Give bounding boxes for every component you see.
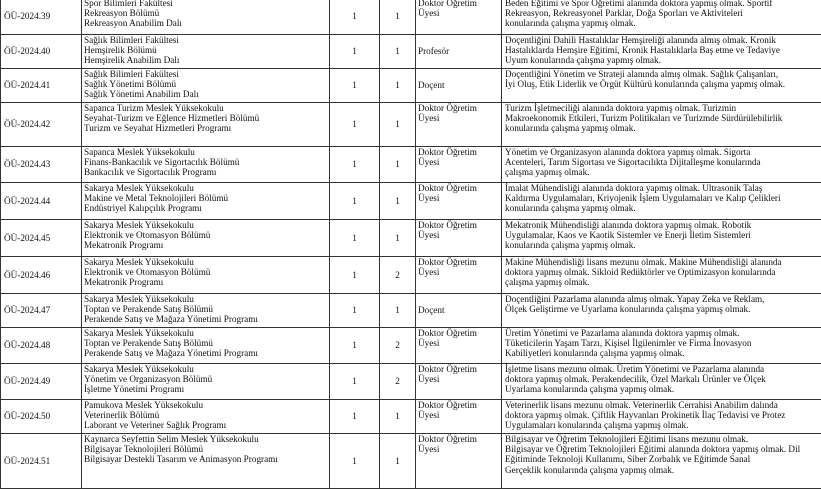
title-line: Doktor Öğretim (418, 257, 499, 267)
requirement-line: Uyum konularında çalışma yapmış olmak. (505, 55, 818, 65)
table-body (1, 0, 821, 489)
requirement-line: çalışma yapmış olmak. (505, 277, 818, 287)
title-line: Doktor Öğretim (418, 364, 499, 374)
requirement-line: Bilgisayar ve Öğretim Teknolojileri Eğitimi alanında doktora yapmış olmak. Dil (505, 444, 818, 454)
unit-line: Bilgisayar Destekli Tasarım ve Animasyon Programı (84, 454, 327, 464)
table-row (1, 257, 821, 294)
unit-line: Yönetim ve Organizasyon Bölümü (84, 374, 327, 384)
unit-line: Perakende Satış ve Mağaza Yönetimi Programı (84, 348, 327, 358)
unit-line: Makine ve Metal Teknolojileri Bölümü (84, 193, 327, 203)
requirements-cell (502, 0, 821, 35)
title-line: Üyesi (418, 267, 499, 277)
quantity-cell: 1 (330, 147, 380, 183)
title-line: Doktor Öğretim (418, 183, 499, 193)
title-cell (416, 364, 502, 400)
unit-cell (82, 294, 330, 328)
title-cell (416, 35, 502, 69)
unit-line: Rekreasyon Anabilim Dalı (84, 18, 327, 28)
title-line: Doçent (418, 305, 499, 315)
table-row (1, 103, 821, 147)
requirement-line: Kaldırma Uygulamaları, Kriyojenik İşlem Uygulamaları ve Kalıp Çelikleri (505, 193, 818, 203)
unit-line: Sağlık Bilimleri Fakültesi (84, 35, 327, 45)
unit-cell (82, 364, 330, 400)
table-row (1, 400, 821, 434)
title-line: Üyesi (418, 338, 499, 348)
position-code: ÖÜ-2024.40 (1, 35, 82, 69)
requirement-line: doktora yapmış olmak. Çiftlik Hayvanları Prokinetik İlaç Tedavisi ve Protez (505, 410, 818, 420)
requirements-cell (502, 400, 821, 434)
title-cell (416, 294, 502, 328)
count-cell: 1 (380, 69, 416, 103)
count-cell: 2 (380, 364, 416, 400)
quantity-cell: 1 (330, 69, 380, 103)
unit-line: Hemşirelik Bölümü (84, 45, 327, 55)
unit-cell (82, 69, 330, 103)
title-line: Üyesi (418, 410, 499, 420)
title-line: Doktor Öğretim (418, 400, 499, 410)
title-cell (416, 257, 502, 294)
title-cell (416, 0, 502, 35)
position-code: ÖÜ-2024.49 (1, 364, 82, 400)
unit-line: Elektronik ve Otomasyon Bölümü (84, 230, 327, 240)
position-code: ÖÜ-2024.50 (1, 400, 82, 434)
title-cell (416, 328, 502, 364)
position-code: ÖÜ-2024.39 (1, 0, 82, 35)
unit-line: Sapanca Meslek Yüksekokulu (84, 147, 327, 157)
title-line: Doktor Öğretim (418, 0, 499, 8)
unit-line: Kaynarca Seyfettin Selim Meslek Yüksekokulu (84, 434, 327, 444)
title-line: Üyesi (418, 193, 499, 203)
title-line: Üyesi (418, 444, 499, 454)
requirement-line: Yönetim ve Organizasyon alanında doktora yapmış olmak. Sigorta (505, 147, 818, 157)
quantity-cell: 1 (330, 328, 380, 364)
requirements-cell (502, 69, 821, 103)
requirement-line: İmalat Mühendisliği alanında doktora yapmış olmak. Ultrasonik Talaş (505, 183, 818, 193)
title-line: Doktor Öğretim (418, 220, 499, 230)
table-row (1, 0, 821, 35)
table-row (1, 35, 821, 69)
quantity-cell: 1 (330, 257, 380, 294)
requirements-cell (502, 147, 821, 183)
title-line: Profesör (418, 46, 499, 56)
requirement-line: Doçentliğini Dahili Hastalıklar Hemşireliği alanında almış olmak. Kronik (505, 35, 818, 45)
title-cell (416, 147, 502, 183)
unit-cell (82, 220, 330, 257)
requirement-line: Turizm İşletmeciliği alanında doktora yapmış olmak. Turizmin (505, 103, 818, 113)
unit-line: Sağlık Yönetimi Bölümü (84, 79, 327, 89)
unit-line: Hemşirelik Anabilim Dalı (84, 55, 327, 65)
requirement-line: Rekreasyon, Rekreasyonel Parklar, Doğa Sporları ve Aktiviteleri (505, 8, 818, 18)
requirement-line: konularında çalışma yapmış olmak. (505, 240, 818, 250)
requirement-line: Mekatronik Mühendisliği alanında doktora yapmış olmak. Robotik (505, 220, 818, 230)
unit-line: Turizm ve Seyahat Hizmetleri Programı (84, 123, 327, 133)
requirements-cell (502, 220, 821, 257)
unit-cell (82, 328, 330, 364)
count-cell: 1 (380, 0, 416, 35)
requirement-line: Kabiliyetleri konularında çalışma yapmış olmak. (505, 348, 818, 358)
requirement-line: İşletme lisans mezunu olmak. Üretim Yönetimi ve Pazarlama alanında (505, 364, 818, 374)
table-row (1, 328, 821, 364)
quantity-cell: 1 (330, 400, 380, 434)
requirement-line: Eğitiminde Teknoloji Kullanımı, Siber Zorbalık ve Eğitimde Sanal (505, 454, 818, 464)
title-line: Üyesi (418, 8, 499, 18)
requirements-cell (502, 257, 821, 294)
requirement-line: Uygulamalar, Kaos ve Kaotik Sistemler ve Enerji İletim Sistemleri (505, 230, 818, 240)
position-code: ÖÜ-2024.45 (1, 220, 82, 257)
title-line: Doktor Öğretim (418, 434, 499, 444)
title-line: Üyesi (418, 374, 499, 384)
unit-line: Spor Bilimleri Fakültesi (84, 0, 327, 8)
count-cell: 1 (380, 183, 416, 220)
requirement-line: doktora yapmış olmak. Sikloid Redüktörler ve Optimizasyon konularında (505, 267, 818, 277)
quantity-cell: 1 (330, 434, 380, 489)
table-row (1, 434, 821, 489)
unit-line: Mekatronik Programı (84, 240, 327, 250)
unit-line: Sakarya Meslek Yüksekokulu (84, 183, 327, 193)
unit-line: Sakarya Meslek Yüksekokulu (84, 220, 327, 230)
title-cell (416, 183, 502, 220)
unit-cell (82, 434, 330, 489)
requirements-cell (502, 434, 821, 489)
unit-line: Sakarya Meslek Yüksekokulu (84, 328, 327, 338)
requirement-line: Makine Mühendisliği lisans mezunu olmak. Makine Mühendisliği alanında (505, 257, 818, 267)
table-row (1, 147, 821, 183)
table-row (1, 183, 821, 220)
unit-cell (82, 0, 330, 35)
unit-line: Sağlık Yönetimi Anabilim Dalı (84, 89, 327, 99)
unit-line: Sakarya Meslek Yüksekokulu (84, 294, 327, 304)
quantity-cell: 1 (330, 183, 380, 220)
unit-line: Rekreasyon Bölümü (84, 8, 327, 18)
quantity-cell: 1 (330, 220, 380, 257)
unit-line: Laborant ve Veteriner Sağlık Programı (84, 420, 327, 430)
requirement-line: Makroekonomik Etkileri, Turizm Politikaları ve Turizmde Sürdürülebilirlik (505, 113, 818, 123)
quantity-cell: 1 (330, 35, 380, 69)
requirement-line: Gerçeklik konularında çalışma yapmış olmak. (505, 465, 818, 475)
count-cell: 1 (380, 147, 416, 183)
unit-line: Mekatronik Programı (84, 277, 327, 287)
requirement-line: Doçentliğini Yönetim ve Strateji alanında almış olmak. Sağlık Çalışanları, (505, 69, 818, 79)
title-line: Doktor Öğretim (418, 147, 499, 157)
requirement-line: konularında çalışma yapmış olmak. (505, 123, 818, 133)
title-line: Doçent (418, 80, 499, 90)
title-line: Üyesi (418, 230, 499, 240)
requirement-line: Uygulamaları konularında çalışma yapmış olmak. (505, 420, 818, 430)
quantity-cell: 1 (330, 294, 380, 328)
position-code: ÖÜ-2024.51 (1, 434, 82, 489)
requirement-line: konularında çalışma yapmış olmak. (505, 203, 818, 213)
requirements-cell (502, 364, 821, 400)
unit-cell (82, 400, 330, 434)
unit-line: Finans-Bankacılık ve Sigortacılık Bölümü (84, 157, 327, 167)
position-code: ÖÜ-2024.41 (1, 69, 82, 103)
count-cell: 1 (380, 103, 416, 147)
requirement-line: Uyarlama konularında çalışma yapmış olmak. (505, 384, 818, 394)
title-line: Doktor Öğretim (418, 103, 499, 113)
unit-line: Perakende Satış ve Mağaza Yönetimi Programı (84, 314, 327, 324)
unit-cell (82, 183, 330, 220)
title-cell (416, 400, 502, 434)
count-cell: 1 (380, 434, 416, 489)
unit-cell (82, 147, 330, 183)
quantity-cell: 1 (330, 364, 380, 400)
requirements-cell (502, 294, 821, 328)
position-code: ÖÜ-2024.46 (1, 257, 82, 294)
title-line: Doktor Öğretim (418, 328, 499, 338)
requirement-line: doktora yapmış olmak. Perakendecilik, Özel Markalı Ürünler ve Ölçek (505, 374, 818, 384)
position-code: ÖÜ-2024.44 (1, 183, 82, 220)
requirement-line: Acenteleri, Tarım Sigortası ve Sigortacılıkta Dijitalleşme konularında (505, 157, 818, 167)
requirement-line: Doçentliğini Pazarlama alanında almış olmak. Yapay Zeka ve Reklam, (505, 294, 818, 304)
table-row (1, 294, 821, 328)
requirements-cell (502, 35, 821, 69)
requirement-line: Ölçek Geliştirme ve Uyarlama konularında çalışma yapmış olmak. (505, 304, 818, 314)
requirements-cell (502, 328, 821, 364)
unit-line: Sağlık Bilimleri Fakültesi (84, 69, 327, 79)
count-cell: 1 (380, 294, 416, 328)
requirement-line: konularında çalışma yapmış olmak. (505, 18, 818, 28)
position-code: ÖÜ-2024.47 (1, 294, 82, 328)
title-cell (416, 69, 502, 103)
quantity-cell: 1 (330, 103, 380, 147)
requirement-line: Tüketicilerin Yaşam Tarzı, Kişisel İlgilenimler ve Firma İnovasyon (505, 338, 818, 348)
title-line: Üyesi (418, 157, 499, 167)
title-line: Üyesi (418, 113, 499, 123)
position-code: ÖÜ-2024.43 (1, 147, 82, 183)
count-cell: 1 (380, 220, 416, 257)
title-cell (416, 434, 502, 489)
unit-line: Endüstriyel Kalıpçılık Programı (84, 203, 327, 213)
position-code: ÖÜ-2024.48 (1, 328, 82, 364)
unit-line: Bilgisayar Teknolojileri Bölümü (84, 444, 327, 454)
unit-line: İşletme Yönetimi Programı (84, 384, 327, 394)
unit-line: Sakarya Meslek Yüksekokulu (84, 257, 327, 267)
unit-line: Elektronik ve Otomasyon Bölümü (84, 267, 327, 277)
unit-line: Sakarya Meslek Yüksekokulu (84, 364, 327, 374)
count-cell: 1 (380, 400, 416, 434)
requirement-line: İyi Oluş, Etik Liderlik ve Örgüt Kültürü konularında çalışma yapmış olmak. (505, 79, 818, 89)
unit-line: Seyahat-Turizm ve Eğlence Hizmetleri Bölümü (84, 113, 327, 123)
title-cell (416, 103, 502, 147)
count-cell: 2 (380, 257, 416, 294)
position-code: ÖÜ-2024.42 (1, 103, 82, 147)
title-cell (416, 220, 502, 257)
requirements-cell (502, 103, 821, 147)
quantity-cell: 1 (330, 0, 380, 35)
count-cell: 1 (380, 35, 416, 69)
count-cell: 2 (380, 328, 416, 364)
requirement-line: Hastalıklarda Hemşire Eğitimi, Kronik Hastalıklarla Baş etme ve Tedaviye (505, 45, 818, 55)
unit-cell (82, 35, 330, 69)
requirements-cell (502, 183, 821, 220)
unit-cell (82, 257, 330, 294)
table-row (1, 69, 821, 103)
unit-line: Toptan ve Perakende Satış Bölümü (84, 304, 327, 314)
requirement-line: Veterinerlik lisans mezunu olmak. Veterinerlik Cerrahisi Anabilim dalında (505, 400, 818, 410)
requirement-line: Bilgisayar ve Öğretim Teknolojileri Eğitimi lisans mezunu olmak. (505, 434, 818, 444)
unit-line: Sapanca Turizm Meslek Yüksekokulu (84, 103, 327, 113)
table-row (1, 220, 821, 257)
requirement-line: Beden Eğitimi ve Spor Öğretimi alanında doktora yapmış olmak. Sportif (505, 0, 818, 8)
table-row (1, 364, 821, 400)
unit-line: Pamukova Meslek Yüksekokulu (84, 400, 327, 410)
requirement-line: çalışma yapmış olmak. (505, 167, 818, 177)
unit-line: Bankacılık ve Sigortacılık Programı (84, 167, 327, 177)
unit-line: Toptan ve Perakende Satış Bölümü (84, 338, 327, 348)
unit-line: Veterinerlik Bölümü (84, 410, 327, 420)
requirement-line: Üretim Yönetimi ve Pazarlama alanında doktora yapmış olmak. (505, 328, 818, 338)
unit-cell (82, 103, 330, 147)
